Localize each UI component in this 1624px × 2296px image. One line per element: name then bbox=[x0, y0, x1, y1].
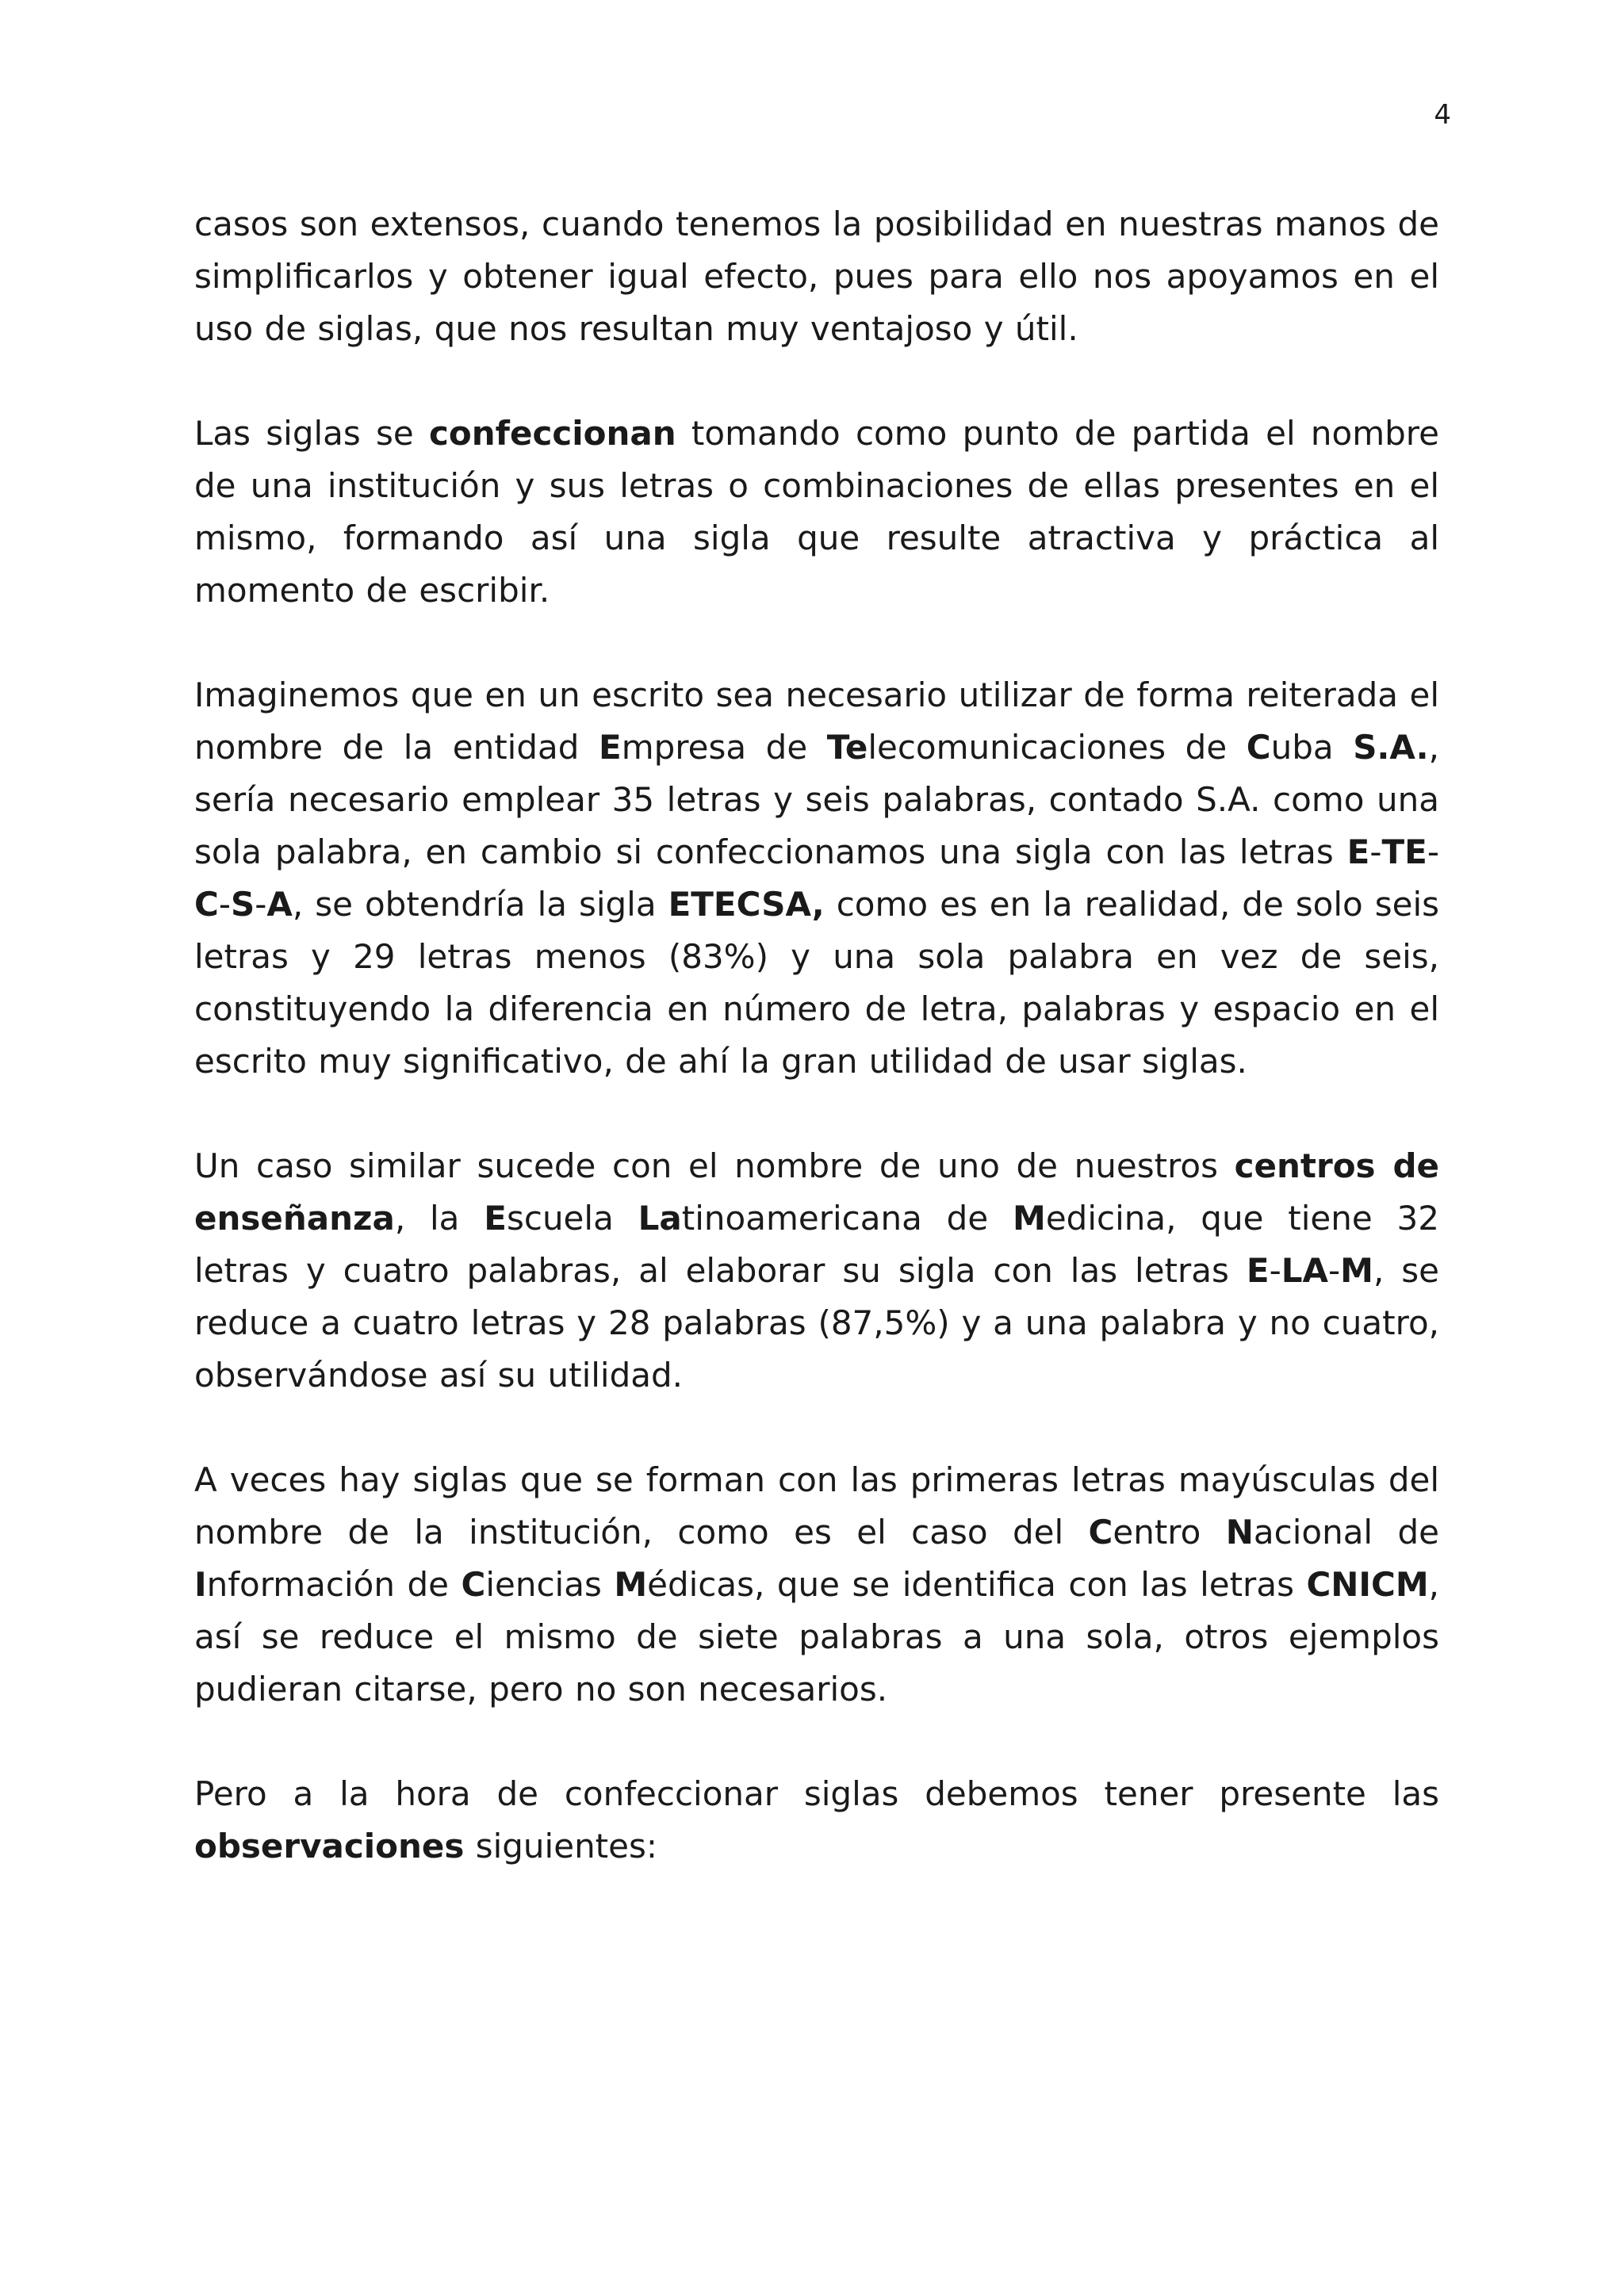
bold-text-run: C bbox=[194, 885, 219, 924]
bold-text-run: ETECSA, bbox=[668, 885, 825, 924]
text-run: entro bbox=[1113, 1513, 1226, 1552]
bold-text-run: E bbox=[1346, 832, 1370, 871]
bold-text-run: N bbox=[1225, 1513, 1254, 1552]
bold-text-run: confeccionan bbox=[429, 414, 676, 453]
bold-text-run: I bbox=[194, 1565, 207, 1604]
text-run: Imaginemos que en un escrito sea necesario utilizar de forma reiterada el nombre de la entidad bbox=[194, 675, 1439, 767]
text-run: , se reduce a cuatro letras y 28 palabras (87,5%) y a una palabra y no cuatro, observándose así su utilidad. bbox=[194, 1251, 1439, 1395]
text-run: - bbox=[1427, 832, 1439, 871]
text-run: lecomunicaciones de bbox=[868, 728, 1247, 767]
text-run: A veces hay siglas que se forman con las primeras letras mayúsculas del nombre de la institución, como es el caso del bbox=[194, 1460, 1439, 1552]
paragraph bbox=[194, 1454, 1439, 1716]
text-run: - bbox=[1328, 1251, 1341, 1290]
text-run: edicina, que tiene 32 letras y cuatro palabras, al elaborar su sigla con las letras bbox=[194, 1199, 1439, 1290]
text-run: , así se reduce el mismo de siete palabras a una sola, otros ejemplos pudieran citarse, pero no son necesarios. bbox=[194, 1565, 1440, 1709]
bold-text-run: observaciones bbox=[194, 1827, 465, 1866]
text-run: édicas, que se identifica con las letras bbox=[647, 1565, 1307, 1604]
bold-text-run: C bbox=[461, 1565, 486, 1604]
text-run: nformación de bbox=[206, 1565, 462, 1604]
bold-text-run: CNICM bbox=[1306, 1565, 1429, 1604]
text-run: mpresa de bbox=[621, 728, 827, 767]
bold-text-run: La bbox=[638, 1199, 682, 1238]
bold-text-run: TE bbox=[1381, 832, 1427, 871]
bold-text-run: centros de enseñanza bbox=[194, 1146, 1439, 1238]
page-number: 4 bbox=[1434, 99, 1451, 131]
text-run: casos son extensos, cuando tenemos la posibilidad en nuestras manos de simplificarlos y obtener igual efecto, pues para ello nos apoyamos en el uso de siglas, que nos resultan muy ventajoso y útil. bbox=[194, 205, 1439, 348]
text-run: acional de bbox=[1253, 1513, 1439, 1552]
paragraph bbox=[194, 408, 1439, 617]
document-body bbox=[194, 198, 1439, 1925]
text-run: - bbox=[1369, 832, 1382, 871]
bold-text-run: M bbox=[1340, 1251, 1373, 1290]
bold-text-run: Te bbox=[826, 728, 868, 767]
text-run: uba bbox=[1270, 728, 1354, 767]
bold-text-run: M bbox=[614, 1565, 648, 1604]
bold-text-run: A bbox=[266, 885, 293, 924]
bold-text-run: M bbox=[1013, 1199, 1046, 1238]
bold-text-run: C bbox=[1246, 728, 1271, 767]
paragraph bbox=[194, 198, 1439, 355]
text-run: Pero a la hora de confeccionar siglas debemos tener presente las bbox=[194, 1774, 1439, 1813]
paragraph bbox=[194, 669, 1439, 1088]
text-run: siguientes: bbox=[464, 1827, 658, 1866]
text-run: scuela bbox=[506, 1199, 638, 1238]
text-run: - bbox=[218, 885, 231, 924]
text-run: , sería necesario emplear 35 letras y seis palabras, contado S.A. como una sola palabra, en cambio si confeccionamos una sigla con las letras bbox=[194, 728, 1439, 871]
text-run: tomando como punto de partida el nombre de una institución y sus letras o combinaciones de ellas presentes en el mismo, formando así una sigla que resulte atractiva y práctica al momento de escribir. bbox=[194, 414, 1439, 610]
paragraph bbox=[194, 1768, 1439, 1873]
text-run: Un caso similar sucede con el nombre de uno de nuestros bbox=[194, 1146, 1235, 1185]
bold-text-run: C bbox=[1088, 1513, 1113, 1552]
bold-text-run: S.A. bbox=[1353, 728, 1429, 767]
text-run: , la bbox=[394, 1199, 485, 1238]
text-run: Las siglas se bbox=[194, 414, 430, 453]
text-run: - bbox=[1269, 1251, 1281, 1290]
text-run: , se obtendría la sigla bbox=[292, 885, 668, 924]
text-run: iencias bbox=[485, 1565, 615, 1604]
text-run: como es en la realidad, de solo seis letras y 29 letras menos (83%) y una sola palabra en vez de seis, constituyendo la diferencia en número de letra, palabras y espacio en el escrito muy significativo, de ahí la gran utilidad de usar siglas. bbox=[194, 885, 1439, 1081]
text-run: tinoamericana de bbox=[681, 1199, 1013, 1238]
bold-text-run: E bbox=[599, 728, 622, 767]
bold-text-run: S bbox=[230, 885, 255, 924]
bold-text-run: E bbox=[484, 1199, 507, 1238]
text-run: - bbox=[255, 885, 267, 924]
paragraph bbox=[194, 1140, 1439, 1402]
bold-text-run: LA bbox=[1281, 1251, 1328, 1290]
bold-text-run: E bbox=[1246, 1251, 1270, 1290]
